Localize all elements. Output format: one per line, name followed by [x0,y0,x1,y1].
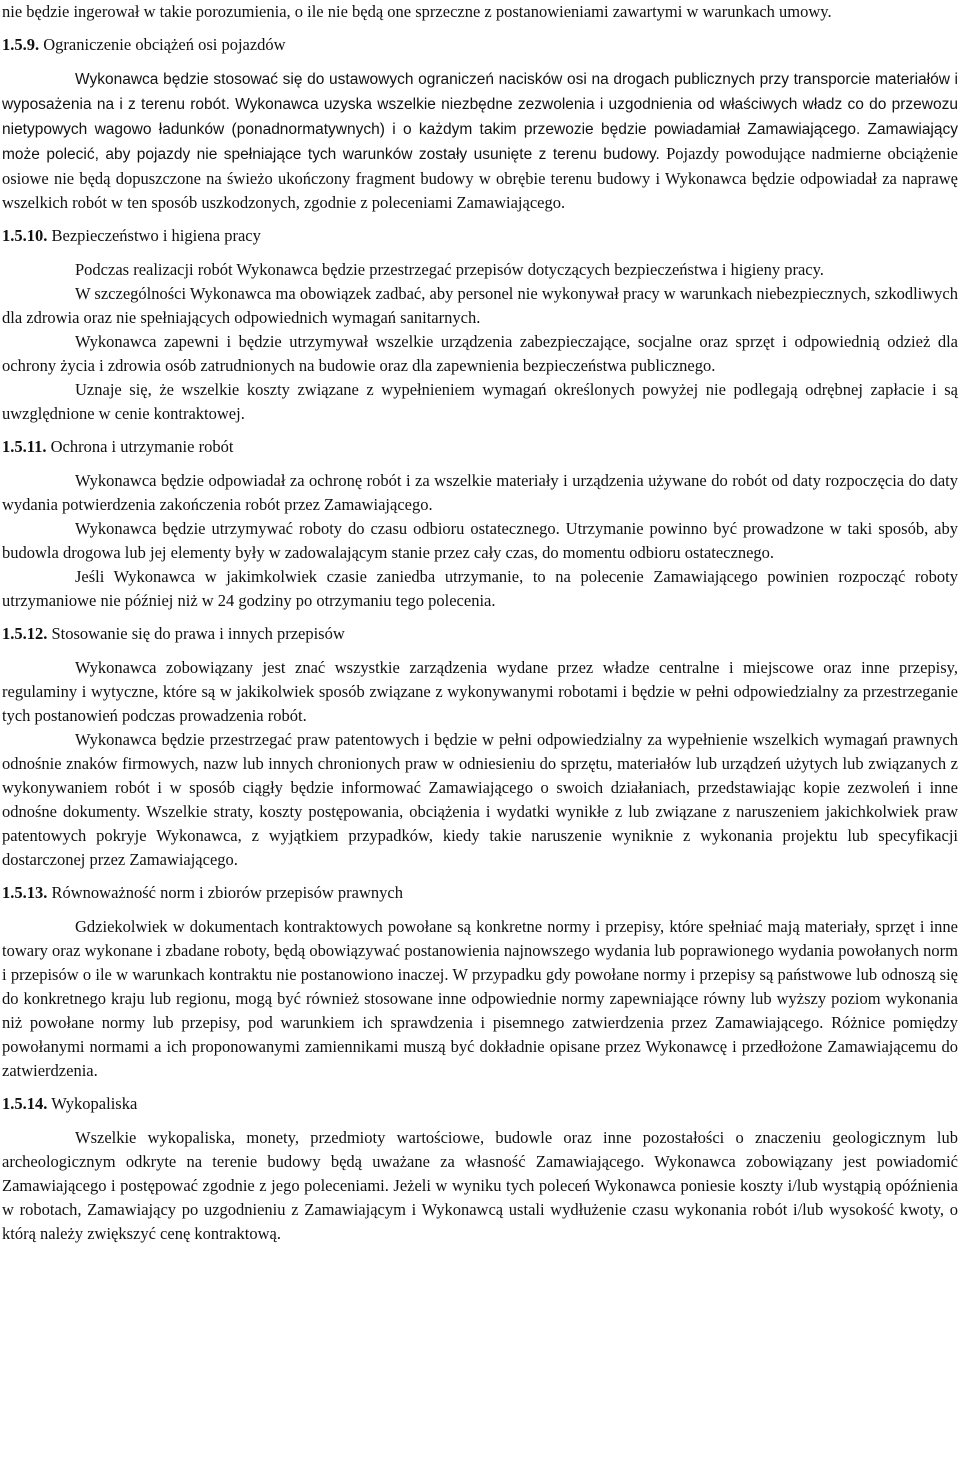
section-paragraph: Podczas realizacji robót Wykonawca będzie przestrzegać przepisów dotyczących bezpieczeństwa i higieny pracy. [75,260,824,279]
section-paragraph: Wykonawca zapewni i będzie utrzymywał wszelkie urządzenia zabezpieczające, socjalne oraz sprzęt i odpowiednią odzież dla ochrony życia i zdrowia osób zatrudnionych na budowie oraz dla zapewnienia bezpieczeństwa publicznego. [2,332,958,375]
paragraph-rest: Wykonawca uzyska wszelkie niezbędne zezwolenia i uzgodnienia od właściwych władz co do przewozu nietypowych wagowo ładunków (ponadnormatywnych) i o każdym takim przewozie będzie powiadamiał Zamawiającego. Zamawiający może polecić, aby pojazdy nie spełniające tych warunków zostały usunięte z terenu budowy. [2,96,958,163]
section-number: 1.5.10. [2,226,48,245]
section-title: Równoważność norm i zbiorów przepisów prawnych [51,883,403,902]
section-number: 1.5.11. [2,437,47,456]
section-heading-1-5-14 [2,1092,958,1116]
section-heading-1-5-12 [2,622,958,646]
section-title: Wykopaliska [51,1094,138,1113]
section-heading-1-5-10 [2,224,958,248]
section-title: Ograniczenie obciążeń osi pojazdów [43,35,286,54]
section-number: 1.5.14. [2,1094,48,1113]
section-number: 1.5.13. [2,883,48,902]
paragraph-tail: Pojazdy powodujące nadmierne obciążenie osiowe nie będą dopuszczone na świeżo ukończony fragment budowy w obrębie terenu budowy i Wykonawca będzie odpowiadał za naprawę wszelkich robót w ten sposób uszkodzonych, zgodnie z poleceniami Zamawiającego. [2,144,958,212]
section-paragraph: Gdziekolwiek w dokumentach kontraktowych powołane są konkretne normy i przepisy, które spełniać mają materiały, sprzęt i inne towary oraz wykonane i zbadane roboty, będą obowiązywać postanowienia najnowszego wydania lub poprawionego wydania powołanych norm i przepisów o ile w warunkach kontraktu nie postanowiono inaczej. W przypadku gdy powołane normy i przepisy są państwowe lub odnoszą się do konkretnego kraju lub regionu, mogą być również stosowane inne odpowiednie normy zapewniające równy lub wyższy poziom wykonania niż powołane normy lub przepisy, pod warunkiem ich sprawdzenia i pisemnego zatwierdzenia przez Zamawiającego. Różnice pomiędzy powołanymi normami a ich proponowanymi zamiennikami muszą być dokładnie opisane przez Wykonawcę i przedłożone Zamawiającemu do zatwierdzenia. [2,917,958,1080]
section-paragraph: Wszelkie wykopaliska, monety, przedmioty wartościowe, budowle oraz inne pozostałości o znaczeniu geologicznym lub archeologicznym odkryte na terenie budowy będą uważane za własność Zamawiającego. Wykonawca zobowiązany jest powiadomić Zamawiającego i postępować zgodnie z jego poleceniami. Jeżeli w wyniku tych poleceń Wykonawca poniesie koszty i/lub wystąpią opóźnienia w robotach, Zamawiający po uzgodnieniu z Zamawiającym i Wykonawcą ustali wydłużenie czasu wykonania robót i/lub wysokość kwoty, o którą należy zwiększyć cenę kontraktową. [2,1128,958,1243]
section-number: 1.5.9. [2,35,40,54]
section-paragraph: Uznaje się, że wszelkie koszty związane z wypełnieniem wymagań określonych powyżej nie podlegają odrębnej zapłacie i są uwzględnione w cenie kontraktowej. [2,380,958,423]
section-paragraph: Wykonawca będzie odpowiadał za ochronę robót i za wszelkie materiały i urządzenia używane do robót od daty rozpoczęcia do daty wydania potwierdzenia zakończenia robót przez Zamawiającego. [2,471,958,514]
section-heading-1-5-13 [2,881,958,905]
section-title: Ochrona i utrzymanie robót [50,437,234,456]
section-paragraph: Wykonawca będzie przestrzegać praw patentowych i będzie w pełni odpowiedzialny za wypełnienie wszelkich wymagań prawnych odnośnie znaków firmowych, nazw lub innych chronionych praw w odniesieniu do sprzętu, materiałów lub urządzeń użytych lub związanych z wykonywaniem robót i w sposób ciągły będzie informować Zamawiającego o swoich działaniach, przedstawiając kopie zezwoleń i inne odnośne dokumenty. Wszelkie straty, koszty postępowania, obciążenia i wydatki wynikłe z lub związane z naruszeniem jakichkolwiek praw patentowych pokryje Wykonawca, z wyjątkiem przypadków, kiedy takie naruszenie wyniknie z wykonania projektu lub specyfikacji dostarczonej przez Zamawiającego. [2,730,958,869]
section-title: Stosowanie się do prawa i innych przepisów [51,624,345,643]
paragraph-lead: Wykonawca będzie stosować się do ustawowych ograniczeń nacisków osi na drogach publicznych przy transporcie materiałów i wyposażenia na i z terenu robót. [2,71,958,113]
section-heading-1-5-11 [2,435,958,459]
section-heading-1-5-9 [2,33,958,57]
section-number: 1.5.12. [2,624,48,643]
section-paragraph: Wykonawca będzie utrzymywać roboty do czasu odbioru ostatecznego. Utrzymanie powinno być prowadzone w taki sposób, aby budowla drogowa lub jej elementy były w zadowalającym stanie przez cały czas, do momentu odbioru ostatecznego. [2,519,958,562]
section-paragraph [2,67,958,215]
section-title: Bezpieczeństwo i higiena pracy [51,226,261,245]
section-paragraph: W szczególności Wykonawca ma obowiązek zadbać, aby personel nie wykonywał pracy w warunkach niebezpiecznych, szkodliwych dla zdrowia oraz nie spełniających odpowiednich wymagań sanitarnych. [2,284,958,327]
section-paragraph: Wykonawca zobowiązany jest znać wszystkie zarządzenia wydane przez władze centralne i miejscowe oraz inne przepisy, regulaminy i wytyczne, które są w jakikolwiek sposób związane z wykonywanymi robotami i będzie w pełni odpowiedzialny za przestrzeganie tych postanowień podczas prowadzenia robót. [2,658,958,725]
opening-paragraph: nie będzie ingerował w takie porozumienia, o ile nie będą one sprzeczne z postanowieniami zawartymi w warunkach umowy. [2,2,832,21]
section-paragraph: Jeśli Wykonawca w jakimkolwiek czasie zaniedba utrzymanie, to na polecenie Zamawiającego powinien rozpocząć roboty utrzymaniowe nie później niż w 24 godziny po otrzymaniu tego polecenia. [2,567,958,610]
